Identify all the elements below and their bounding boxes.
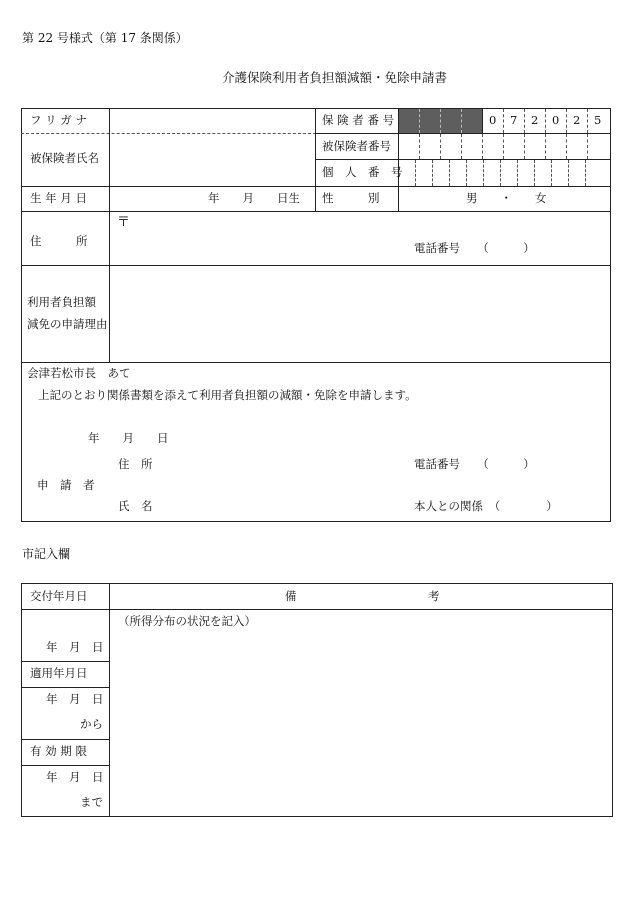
valid-period-value[interactable]: 年 月 日 <box>46 770 104 784</box>
insured-name-label: 被保険者氏名 <box>30 151 99 165</box>
birthdate-value[interactable]: 年 月 日生 <box>208 191 300 205</box>
personal-number-label: 個 人 番 号 <box>322 165 403 179</box>
issue-date-label: 交付年月日 <box>30 589 88 603</box>
applicant-address-label: 住 所 <box>118 457 153 471</box>
insurer-digit: 2 <box>573 113 581 127</box>
insurer-digit: 2 <box>531 113 539 127</box>
insurer-digit: 7 <box>510 113 518 127</box>
sex-label: 性 別 <box>322 191 380 205</box>
apply-date-value[interactable]: 年 月 日 <box>46 692 104 706</box>
reason-input[interactable] <box>110 266 610 362</box>
remarks-label: 考 <box>428 589 440 603</box>
city-section-heading: 市記入欄 <box>22 547 71 561</box>
reason-label-line2: 減免の申請理由 <box>27 317 108 331</box>
postal-mark: 〒 <box>117 215 131 230</box>
form-number: 第 22 号様式（第 17 条関係） <box>22 31 188 45</box>
furigana-label: フ リ ガ ナ <box>30 113 87 127</box>
address-input[interactable] <box>110 212 610 265</box>
furigana-input[interactable] <box>110 109 315 133</box>
insurer-digit: 0 <box>489 113 497 127</box>
remarks-input[interactable] <box>110 610 612 816</box>
reason-label-line1: 利用者負担額 <box>27 295 96 309</box>
issue-date-value[interactable]: 年 月 日 <box>46 640 104 654</box>
insurer-digit: 0 <box>552 113 560 127</box>
addressee: 会津若松市長 あて <box>27 366 131 380</box>
remarks-note: （所得分布の状況を記入） <box>118 614 256 628</box>
applicant-name-label: 氏 名 <box>118 499 153 513</box>
relation-to-insured: 本人との関係 （ ） <box>414 499 558 513</box>
applicant-phone: 電話番号 （ ） <box>414 457 535 471</box>
insurer-number-label: 保 険 者 番 号 <box>322 113 395 127</box>
sex-value[interactable]: 男 ・ 女 <box>466 191 547 205</box>
apply-date-label: 適用年月日 <box>30 666 88 680</box>
until-label: まで <box>80 795 103 809</box>
from-label: から <box>80 717 103 731</box>
insurer-digit: 5 <box>594 113 602 127</box>
personal-number-input[interactable] <box>399 160 610 186</box>
insured-number-input[interactable] <box>399 134 610 159</box>
page-title: 介護保険利用者負担額減額・免除申請書 <box>222 70 448 85</box>
remarks-label: 備 <box>285 589 297 603</box>
address-phone: 電話番号 （ ） <box>414 241 535 255</box>
address-label: 住 所 <box>30 234 88 248</box>
birthdate-label: 生 年 月 日 <box>30 191 87 205</box>
insured-number-label: 被保険者番号 <box>322 139 391 153</box>
applicant-label: 申 請 者 <box>37 478 95 492</box>
insured-name-input[interactable] <box>110 134 315 186</box>
valid-period-label: 有 効 期 限 <box>30 744 87 758</box>
statement: 上記のとおり関係書類を添えて利用者負担額の減額・免除を申請します。 <box>38 388 417 402</box>
application-date[interactable]: 年 月 日 <box>88 431 169 445</box>
